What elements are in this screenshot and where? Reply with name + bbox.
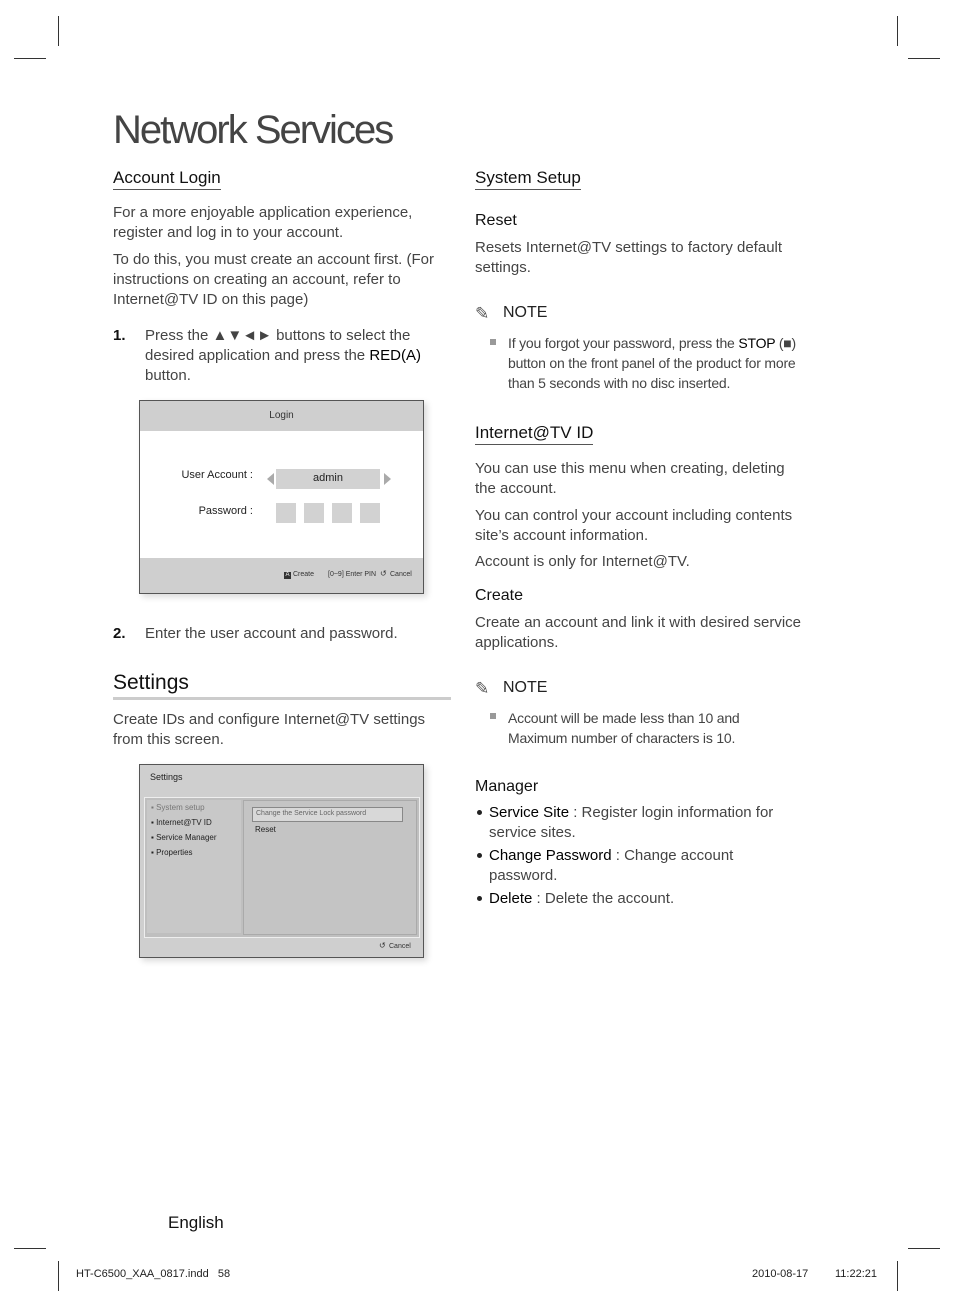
password-label: Password : xyxy=(198,505,253,517)
menu-item-internet-tv-id[interactable]: ▪ Internet@TV ID xyxy=(151,818,212,827)
settings-menu xyxy=(147,800,241,933)
settings-divider xyxy=(113,697,451,700)
pin-box[interactable] xyxy=(332,503,352,523)
manager-item-term: Delete xyxy=(489,890,533,907)
manager-item-term: Change Password xyxy=(489,847,612,864)
note-stop-text-pre: If you forgot your password, press the xyxy=(508,335,739,351)
login-title-bar xyxy=(140,401,423,431)
manager-item-desc: : Change account password. xyxy=(489,847,734,884)
crop-mark xyxy=(908,58,940,59)
note-label: NOTE xyxy=(503,679,548,696)
stop-button-label: STOP xyxy=(738,335,776,351)
pencil-note-icon: ✎ xyxy=(475,304,490,323)
bullet xyxy=(477,810,482,815)
arrow-left-icon[interactable] xyxy=(267,473,274,485)
note-label: NOTE xyxy=(503,304,548,321)
login-screen xyxy=(139,400,424,594)
menu-item-service-manager[interactable]: ▪ Service Manager xyxy=(151,833,217,842)
step-1-number: 1. xyxy=(113,327,126,344)
pin-box[interactable] xyxy=(360,503,380,523)
enter-pin-hint: [0~9] Enter PIN xyxy=(328,571,377,578)
return-icon: ↺ xyxy=(380,569,387,578)
internet-tv-id-para1: You can use this menu when creating, deleting the account. xyxy=(475,460,785,497)
settings-heading: Settings xyxy=(113,671,189,694)
internet-tv-id-para2: You can control your account including contents site’s account information. xyxy=(475,507,793,544)
crop-mark xyxy=(897,1261,898,1291)
manager-item-delete xyxy=(489,889,809,909)
note-bullet xyxy=(490,339,496,345)
system-setup-heading: System Setup xyxy=(475,168,581,190)
account-login-heading: Account Login xyxy=(113,168,221,190)
crop-mark xyxy=(14,1248,46,1249)
footer-language: English xyxy=(168,1213,224,1232)
crop-mark xyxy=(14,58,46,59)
create-button[interactable]: Create xyxy=(293,571,315,578)
print-date: 2010-08-17 xyxy=(752,1268,809,1280)
menu-item-system-setup[interactable]: ▪ System setup xyxy=(151,803,205,812)
manager-item-service-site xyxy=(489,803,809,843)
menu-item-label: Service Manager xyxy=(156,833,217,842)
page-title: Network Services xyxy=(113,108,393,152)
reset-heading: Reset xyxy=(475,212,517,229)
user-account-field[interactable]: admin xyxy=(276,469,380,489)
settings-cancel-button[interactable]: Cancel xyxy=(389,943,411,950)
note-account-text: Account will be made less than 10 and Maximum number of characters is 10. xyxy=(508,710,740,746)
step-1-text-pre: Press the ▲▼◄► buttons to select the desired application and press the xyxy=(145,327,411,364)
menu-item-properties[interactable]: ▪ Properties xyxy=(151,848,193,857)
step-2-text: Enter the user account and password. xyxy=(145,625,398,642)
print-file-info: HT-C6500_XAA_0817.indd 58 xyxy=(76,1268,231,1280)
manager-item-change-password xyxy=(489,846,789,886)
reset-text: Resets Internet@TV settings to factory default settings. xyxy=(475,239,783,276)
account-login-para2: To do this, you must create an account first. (For instructions on creating an account, refer to Internet@TV ID on this page) xyxy=(113,251,434,308)
crop-mark xyxy=(897,16,898,46)
step-1-text xyxy=(145,326,445,386)
print-time: 11:22:21 xyxy=(835,1268,878,1280)
option-change-lock-password[interactable]: Change the Service Lock password xyxy=(252,807,403,822)
note-stop-text-post: (■) button on the front panel of the product for more than 5 seconds with no disc inserted. xyxy=(508,335,797,391)
menu-item-label: System setup xyxy=(156,803,205,812)
settings-panel xyxy=(144,797,420,938)
crop-mark xyxy=(908,1248,940,1249)
manager-item-term: Service Site xyxy=(489,804,570,821)
menu-item-label: Properties xyxy=(156,848,193,857)
cancel-button[interactable]: Cancel xyxy=(390,571,412,578)
pin-box[interactable] xyxy=(276,503,296,523)
step-1-text-post: button. xyxy=(145,367,191,384)
settings-para: Create IDs and configure Internet@TV settings from this screen. xyxy=(113,711,426,748)
note-bullet xyxy=(490,713,496,719)
manager-item-desc: : Delete the account. xyxy=(532,890,675,907)
crop-mark xyxy=(58,1261,59,1291)
settings-screen xyxy=(139,764,424,958)
internet-tv-id-heading: Internet@TV ID xyxy=(475,423,593,445)
user-account-label: User Account : xyxy=(181,469,253,481)
bullet xyxy=(477,853,482,858)
menu-item-label: Internet@TV ID xyxy=(156,818,212,827)
create-heading: Create xyxy=(475,587,524,604)
internet-tv-id-para3: Account is only for Internet@TV. xyxy=(475,553,690,570)
login-button-bar xyxy=(140,558,423,593)
create-text: Create an account and link it with desired service applications. xyxy=(475,614,802,651)
a-key-icon: A xyxy=(285,572,290,578)
red-a-button-label: RED(A) xyxy=(369,347,421,364)
crop-mark xyxy=(58,16,59,46)
account-login-para1: For a more enjoyable application experience, register and log in to your account. xyxy=(113,204,413,241)
manager-heading: Manager xyxy=(475,778,539,795)
manager-item-desc: : Register login information for service sites. xyxy=(489,804,774,841)
return-icon: ↺ xyxy=(379,941,386,950)
bullet xyxy=(477,896,482,901)
settings-options xyxy=(243,800,417,935)
arrow-right-icon[interactable] xyxy=(384,473,391,485)
note-stop-text xyxy=(508,333,818,393)
option-reset[interactable]: Reset xyxy=(255,825,276,834)
pin-box[interactable] xyxy=(304,503,324,523)
pencil-note-icon: ✎ xyxy=(475,679,490,698)
login-title: Login xyxy=(269,410,294,421)
step-2-number: 2. xyxy=(113,625,126,642)
settings-screen-title: Settings xyxy=(150,772,183,782)
